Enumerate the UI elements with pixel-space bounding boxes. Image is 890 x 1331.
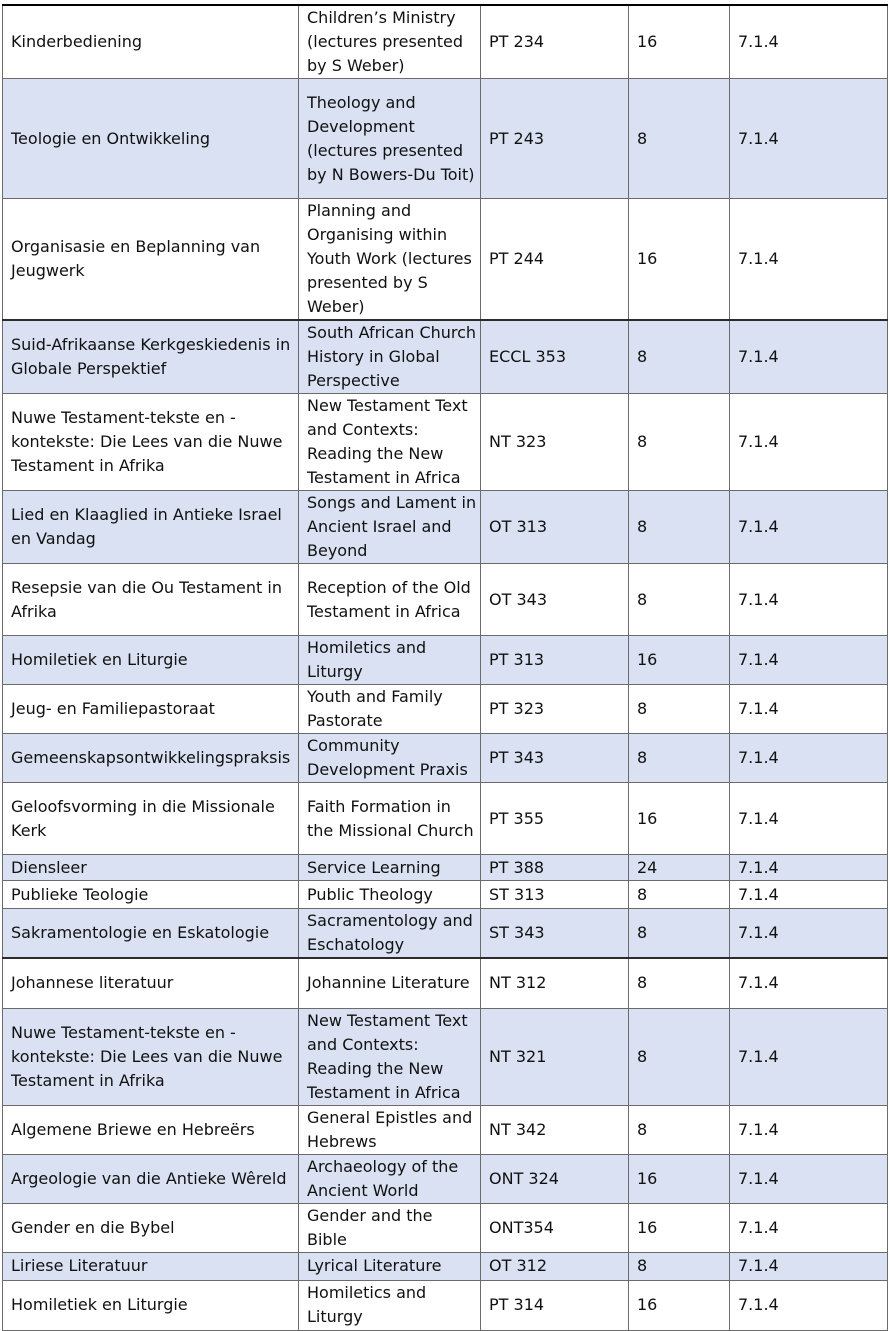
- credits-cell: 16: [629, 1280, 730, 1330]
- english-name-cell: Sacramentology and Eschatology: [299, 909, 481, 959]
- module-code-cell: ONT354: [481, 1203, 629, 1252]
- table-row: [3, 1154, 888, 1203]
- table-row: [3, 1280, 888, 1330]
- credits-cell: 8: [629, 1008, 730, 1105]
- module-code-cell: PT 323: [481, 685, 629, 734]
- reference-cell: 7.1.4: [730, 734, 888, 783]
- reference-cell: 7.1.4: [730, 1280, 888, 1330]
- afrikaans-name-cell: Geloofsvorming in die Missionale Kerk: [3, 783, 299, 855]
- credits-cell: 8: [629, 958, 730, 1008]
- module-code-cell: PT 313: [481, 636, 629, 685]
- table-row: [3, 564, 888, 636]
- reference-cell: 7.1.4: [730, 958, 888, 1008]
- module-table: [2, 4, 888, 1331]
- table-row: [3, 958, 888, 1008]
- credits-cell: 8: [629, 685, 730, 734]
- table-row: [3, 1105, 888, 1154]
- english-name-cell: Homiletics and Liturgy: [299, 1280, 481, 1330]
- english-name-cell: Homiletics and Liturgy: [299, 636, 481, 685]
- english-name-cell: New Testament Text and Contexts: Reading the New Testament in Africa: [299, 1008, 481, 1105]
- english-name-cell: Gender and the Bible: [299, 1203, 481, 1252]
- credits-cell: 16: [629, 636, 730, 685]
- reference-cell: 7.1.4: [730, 199, 888, 321]
- credits-cell: 16: [629, 783, 730, 855]
- reference-cell: 7.1.4: [730, 1105, 888, 1154]
- credits-cell: 8: [629, 564, 730, 636]
- table-row: [3, 491, 888, 564]
- reference-cell: 7.1.4: [730, 855, 888, 881]
- table-row: [3, 909, 888, 959]
- reference-cell: 7.1.4: [730, 320, 888, 394]
- module-code-cell: ONT 324: [481, 1154, 629, 1203]
- reference-cell: 7.1.4: [730, 685, 888, 734]
- afrikaans-name-cell: Johannese literatuur: [3, 958, 299, 1008]
- reference-cell: 7.1.4: [730, 783, 888, 855]
- table-row: [3, 783, 888, 855]
- credits-cell: 8: [629, 491, 730, 564]
- table-row: [3, 199, 888, 321]
- table-row: [3, 1203, 888, 1252]
- table-row: [3, 1008, 888, 1105]
- table-row: [3, 881, 888, 909]
- english-name-cell: Theology and Development (lectures presented by N Bowers-Du Toit): [299, 79, 481, 199]
- english-name-cell: Songs and Lament in Ancient Israel and Beyond: [299, 491, 481, 564]
- english-name-cell: Youth and Family Pastorate: [299, 685, 481, 734]
- afrikaans-name-cell: Publieke Teologie: [3, 881, 299, 909]
- english-name-cell: Planning and Organising within Youth Work (lectures presented by S Weber): [299, 199, 481, 321]
- english-name-cell: Lyrical Literature: [299, 1252, 481, 1280]
- credits-cell: 8: [629, 1252, 730, 1280]
- english-name-cell: Children’s Ministry (lectures presented by S Weber): [299, 5, 481, 79]
- credits-cell: 24: [629, 855, 730, 881]
- module-code-cell: ECCL 353: [481, 320, 629, 394]
- module-code-cell: PT 355: [481, 783, 629, 855]
- module-code-cell: ST 313: [481, 881, 629, 909]
- afrikaans-name-cell: Algemene Briewe en Hebreërs: [3, 1105, 299, 1154]
- module-code-cell: NT 342: [481, 1105, 629, 1154]
- afrikaans-name-cell: Liriese Literatuur: [3, 1252, 299, 1280]
- table-row: [3, 394, 888, 491]
- afrikaans-name-cell: Teologie en Ontwikkeling: [3, 79, 299, 199]
- credits-cell: 8: [629, 909, 730, 959]
- table-row: [3, 636, 888, 685]
- english-name-cell: Johannine Literature: [299, 958, 481, 1008]
- reference-cell: 7.1.4: [730, 1154, 888, 1203]
- module-code-cell: NT 321: [481, 1008, 629, 1105]
- english-name-cell: Faith Formation in the Missional Church: [299, 783, 481, 855]
- credits-cell: 16: [629, 5, 730, 79]
- reference-cell: 7.1.4: [730, 1252, 888, 1280]
- table-row: [3, 5, 888, 79]
- module-code-cell: PT 314: [481, 1280, 629, 1330]
- module-code-cell: NT 312: [481, 958, 629, 1008]
- afrikaans-name-cell: Homiletiek en Liturgie: [3, 636, 299, 685]
- reference-cell: 7.1.4: [730, 5, 888, 79]
- english-name-cell: Archaeology of the Ancient World: [299, 1154, 481, 1203]
- english-name-cell: Public Theology: [299, 881, 481, 909]
- credits-cell: 16: [629, 1154, 730, 1203]
- reference-cell: 7.1.4: [730, 394, 888, 491]
- table-row: [3, 855, 888, 881]
- afrikaans-name-cell: Kinderbediening: [3, 5, 299, 79]
- module-code-cell: PT 243: [481, 79, 629, 199]
- module-code-cell: NT 323: [481, 394, 629, 491]
- table-row: [3, 320, 888, 394]
- module-code-cell: OT 313: [481, 491, 629, 564]
- reference-cell: 7.1.4: [730, 564, 888, 636]
- english-name-cell: South African Church History in Global Perspective: [299, 320, 481, 394]
- reference-cell: 7.1.4: [730, 79, 888, 199]
- credits-cell: 8: [629, 320, 730, 394]
- credits-cell: 8: [629, 881, 730, 909]
- module-code-cell: PT 388: [481, 855, 629, 881]
- table-row: [3, 1252, 888, 1280]
- english-name-cell: Service Learning: [299, 855, 481, 881]
- module-code-cell: PT 244: [481, 199, 629, 321]
- table-row: [3, 79, 888, 199]
- afrikaans-name-cell: Sakramentologie en Eskatologie: [3, 909, 299, 959]
- module-code-cell: PT 343: [481, 734, 629, 783]
- english-name-cell: Community Development Praxis: [299, 734, 481, 783]
- module-code-cell: OT 312: [481, 1252, 629, 1280]
- module-code-cell: OT 343: [481, 564, 629, 636]
- credits-cell: 8: [629, 79, 730, 199]
- module-table-body: [3, 5, 888, 1330]
- reference-cell: 7.1.4: [730, 491, 888, 564]
- table-row: [3, 685, 888, 734]
- reference-cell: 7.1.4: [730, 1203, 888, 1252]
- reference-cell: 7.1.4: [730, 909, 888, 959]
- reference-cell: 7.1.4: [730, 636, 888, 685]
- afrikaans-name-cell: Suid-Afrikaanse Kerkgeskiedenis in Globale Perspektief: [3, 320, 299, 394]
- afrikaans-name-cell: Lied en Klaaglied in Antieke Israel en Vandag: [3, 491, 299, 564]
- afrikaans-name-cell: Gemeenskapsontwikkelingspraksis: [3, 734, 299, 783]
- table-row: [3, 734, 888, 783]
- afrikaans-name-cell: Argeologie van die Antieke Wêreld: [3, 1154, 299, 1203]
- module-code-cell: ST 343: [481, 909, 629, 959]
- credits-cell: 8: [629, 394, 730, 491]
- credits-cell: 16: [629, 199, 730, 321]
- english-name-cell: General Epistles and Hebrews: [299, 1105, 481, 1154]
- credits-cell: 16: [629, 1203, 730, 1252]
- english-name-cell: Reception of the Old Testament in Africa: [299, 564, 481, 636]
- afrikaans-name-cell: Gender en die Bybel: [3, 1203, 299, 1252]
- afrikaans-name-cell: Resepsie van die Ou Testament in Afrika: [3, 564, 299, 636]
- afrikaans-name-cell: Jeug- en Familiepastoraat: [3, 685, 299, 734]
- reference-cell: 7.1.4: [730, 881, 888, 909]
- afrikaans-name-cell: Homiletiek en Liturgie: [3, 1280, 299, 1330]
- afrikaans-name-cell: Nuwe Testament-tekste en -kontekste: Die Lees van die Nuwe Testament in Afrika: [3, 394, 299, 491]
- module-code-cell: PT 234: [481, 5, 629, 79]
- credits-cell: 8: [629, 734, 730, 783]
- afrikaans-name-cell: Organisasie en Beplanning van Jeugwerk: [3, 199, 299, 321]
- afrikaans-name-cell: Diensleer: [3, 855, 299, 881]
- credits-cell: 8: [629, 1105, 730, 1154]
- afrikaans-name-cell: Nuwe Testament-tekste en -kontekste: Die Lees van die Nuwe Testament in Afrika: [3, 1008, 299, 1105]
- reference-cell: 7.1.4: [730, 1008, 888, 1105]
- english-name-cell: New Testament Text and Contexts: Reading the New Testament in Africa: [299, 394, 481, 491]
